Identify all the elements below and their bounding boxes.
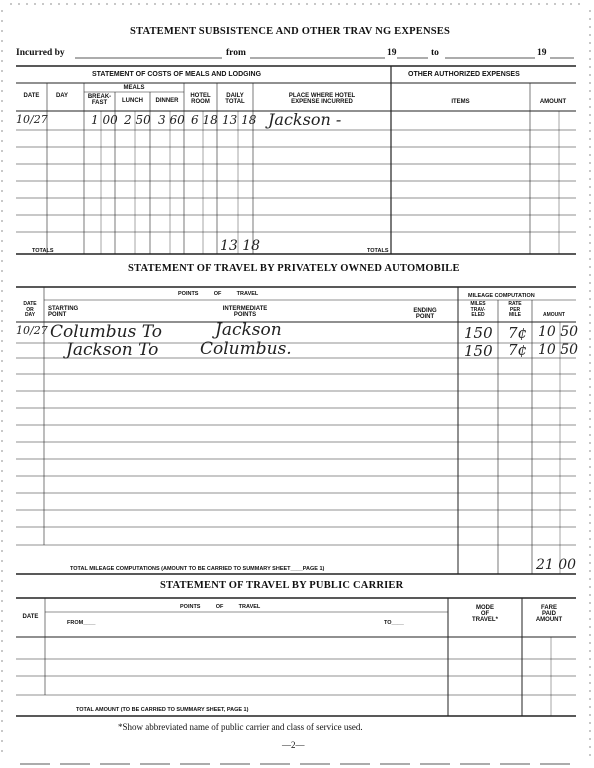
col-day: DAY [55,93,69,99]
auto-col-miles: MILES TRAV- ELED [470,301,486,318]
public-col-mode: MODE OF TRAVEL* [472,605,498,623]
col-place: PLACE WHERE HOTEL EXPENSE INCURRED [288,93,356,105]
auto-row-intermediate: Jackson [215,320,282,340]
page-number: —2— [282,740,305,750]
footnote: *Show abbreviated name of public carrier and class of service used. [118,722,363,732]
auto-col-rate: RATE PER MILE [508,301,522,318]
auto-points-header: POINTS OF TRAVEL [178,291,259,297]
public-from: FROM____ [67,620,96,626]
incurred-by-label: Incurred by [16,48,65,58]
meals-entry-dinner: 3 60 [158,113,185,127]
auto-col-date: DATE OR DAY [23,301,37,318]
auto-col-ending: ENDING POINT [413,308,437,320]
col-lunch: LUNCH [122,98,143,104]
col-date: DATE [23,93,40,99]
auto-col-start: STARTING POINT [48,306,79,318]
meals-entry-place: Jackson - [268,110,342,129]
public-section-title: STATEMENT OF TRAVEL BY PUBLIC CARRIER [160,580,404,591]
auto-row-miles: 150 [464,324,493,342]
public-points-header: POINTS OF TRAVEL [180,604,261,610]
year-label-2: 19 [537,48,547,58]
public-total-label: TOTAL AMOUNT (TO BE CARRIED TO SUMMARY SHEET, PAGE 1) [76,707,249,713]
public-col-fare: FARE PAID AMOUNT [535,605,563,623]
col-items: ITEMS [451,99,470,105]
totals-label-right: TOTALS [367,248,389,254]
to-label: to [431,48,439,58]
auto-total-label: TOTAL MILEAGE COMPUTATIONS (AMOUNT TO BE CARRIED TO SUMMARY SHEET____PAGE 1) [70,566,325,572]
mileage-header: MILEAGE COMPUTATION [468,293,535,299]
public-col-date: DATE [22,614,39,620]
col-meals: MEALS [123,85,145,91]
auto-row-rate: 7¢ [508,324,528,342]
auto-col-intermediate: INTERMEDIATE POINTS [222,306,268,318]
auto-col-amount: AMOUNT [543,312,565,318]
meals-entry-breakfast: 1 00 [91,113,118,127]
meals-total-value: 13 18 [220,238,261,254]
auto-row-miles: 150 [464,342,493,360]
totals-label-left: TOTALS [32,248,54,254]
auto-row-intermediate: Columbus. [200,339,292,359]
meals-entry-daily: 13 18 [222,113,257,127]
auto-row-amount: 10 50 [538,342,579,358]
auto-row-amount: 10 50 [538,324,579,340]
col-breakfast: BREAK- FAST [87,94,112,106]
other-expenses-title: OTHER AUTHORIZED EXPENSES [408,71,520,78]
col-hotel: HOTEL ROOM [190,93,211,105]
year-label-1: 19 [387,48,397,58]
meals-entry-hotel: 6 18 [191,113,218,127]
auto-total-value: 21 00 [536,557,577,573]
auto-row-rate: 7¢ [508,341,528,359]
col-amount: AMOUNT [539,99,567,105]
public-to: TO____ [384,620,404,626]
from-label: from [226,48,246,58]
meals-entry-lunch: 2 50 [124,113,151,127]
auto-row-start: Columbus To [50,322,162,342]
col-dinner: DINNER [155,98,179,104]
auto-section-title: STATEMENT OF TRAVEL BY PRIVATELY OWNED AUTOMOBILE [128,263,460,274]
auto-row-start: Jackson To [66,340,159,360]
col-daily-total: DAILY TOTAL [225,93,245,105]
page-title: STATEMENT SUBSISTENCE AND OTHER TRAV NG EXPENSES [130,26,451,37]
auto-row-date: 10/27 [16,324,48,337]
meals-entry-date: 10/27 [16,113,48,126]
meals-section-title: STATEMENT OF COSTS OF MEALS AND LODGING [92,71,262,78]
